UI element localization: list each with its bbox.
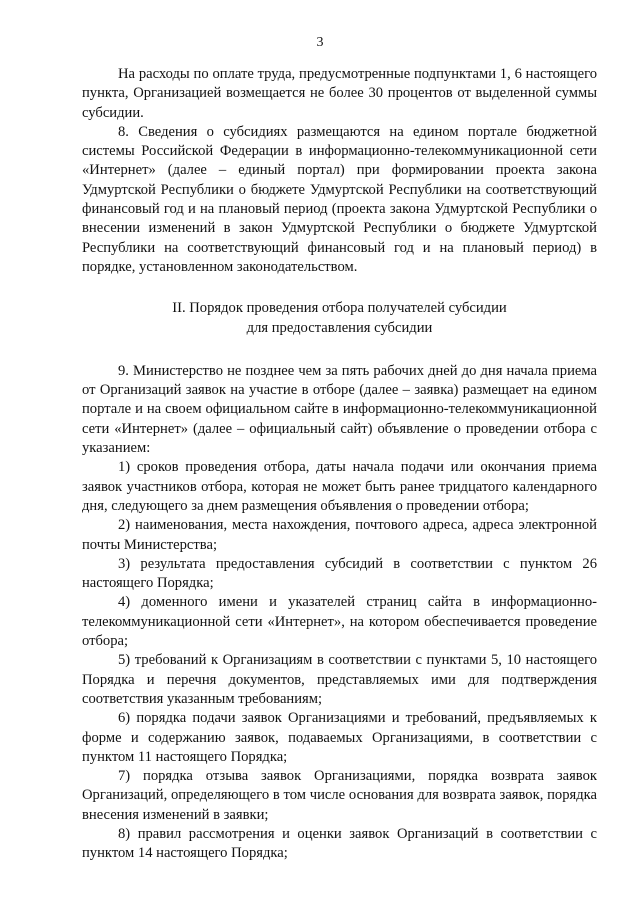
list-item-4: 4) доменного имени и указателей страниц сайта в информационно-телекоммуникационной сети «Интернет», на котором обеспечивается проведение отбора; [82,594,597,650]
section-heading [82,299,597,338]
list-item-6: 6) порядка подачи заявок Организациями и требований, предъявляемых к форме и содержанию заявок, подаваемых Организациями, в соответствии с пунктом 11 настоящего Порядка; [82,710,597,765]
paragraph-expenses: На расходы по оплате труда, предусмотренные подпунктами 1, 6 настоящего пункта, Организацией возмещается не более 30 процентов от выделенной суммы субсидии. [82,66,597,121]
list-item-8: 8) правил рассмотрения и оценки заявок Организаций в соответствии с пунктом 14 настоящего Порядка; [82,825,597,862]
list-item-2: 2) наименования, места нахождения, почтового адреса, адреса электронной почты Министерства; [82,517,597,553]
list-item-5: 5) требований к Организациям в соответствии с пунктами 5, 10 настоящего Порядка и перечня документов, представляемых ими для подтверждения соответствия указанным требованиям; [82,652,597,707]
page-number: 3 [316,35,324,50]
list-item-3: 3) результата предоставления субсидий в соответствии с пунктом 26 настоящего Порядка; [82,555,597,592]
paragraph-item-8: 8. Сведения о субсидиях размещаются на едином портале бюджетной системы Российской Федерации в информационно-телекоммуникационной сети «Интернет» (далее – единый портал) при формировании проекта закона Удмуртской Республики о бюджете Удмуртской Республики на соответствующий финансовый год и на плановый период (проекта закона Удмуртской Республики о внесении изменений в закон Удмуртской Республики о бюджете Удмуртской Республики на соответствующий финансовый год и на плановый период) в порядке, установленном законодательством. [82,123,597,275]
paragraph-item-9: 9. Министерство не позднее чем за пять рабочих дней до дня начала приема от Организаций заявок на участие в отборе (далее – заявка) размещает на едином портале и на своем официальном сайте в информационно-телекоммуникационной сети «Интернет» (далее – официальный сайт) объявление о проведении отбора с указанием: [82,362,597,457]
section-heading-line2: для предоставления субсидии [246,319,433,336]
list-item-1: 1) сроков проведения отбора, даты начала подачи или окончания приема заявок участников отбора, которая не может быть ранее тридцатого календарного дня, следующего за днем размещения объявления о проведении отбора; [82,459,597,514]
list-item-7: 7) порядка отзыва заявок Организациями, порядка возврата заявок Организаций, определяющего в том числе основания для возврата заявок, порядка внесения изменений в заявки; [82,768,597,823]
document-body [82,65,597,864]
section-heading-line1: II. Порядок проведения отбора получателей субсидии [172,300,507,317]
